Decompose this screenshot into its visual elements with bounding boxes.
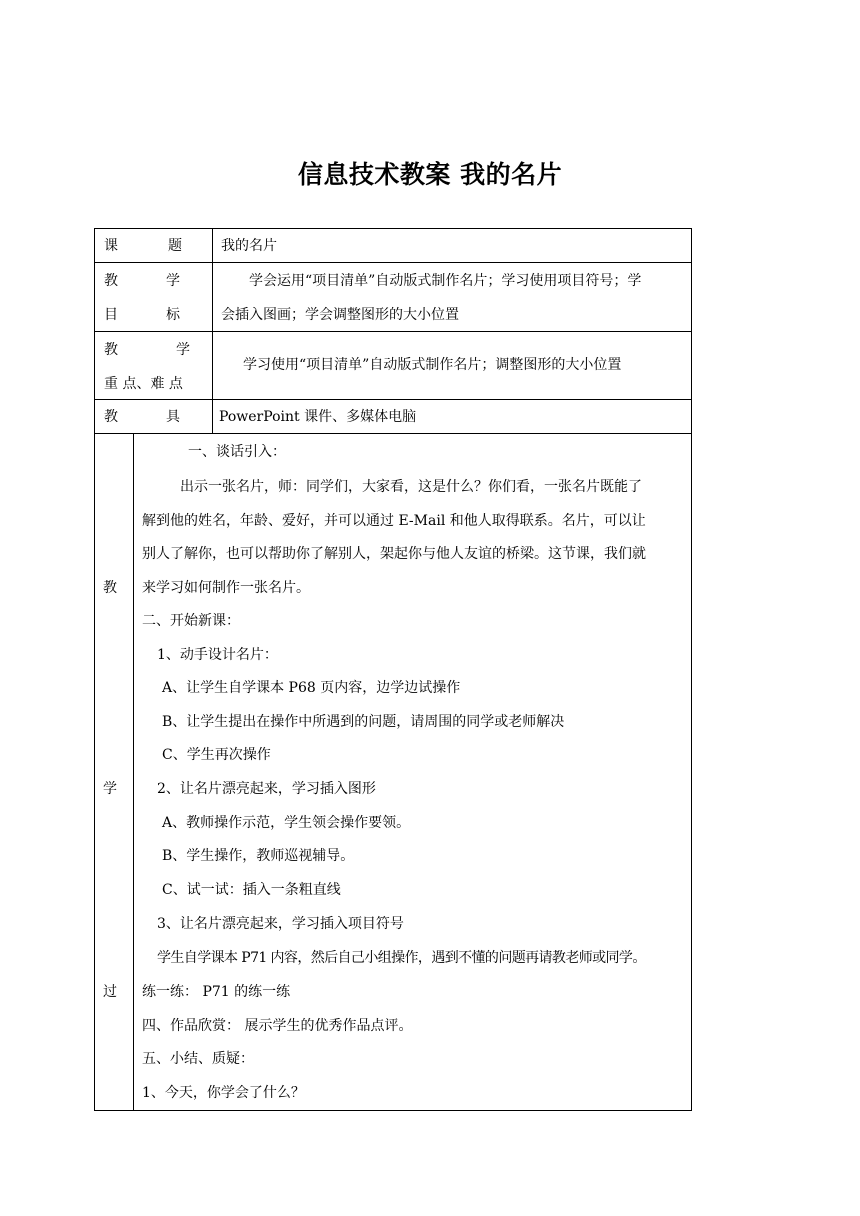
tools-label-part: 具 — [166, 409, 180, 425]
process-paragraph: A、让学生自学课本 P68 页内容，边学边试操作 — [162, 680, 461, 696]
key-points-value: 学习使用“项目清单”自动版式制作名片；调整图形的大小位置 — [243, 357, 622, 373]
goals-label — [104, 264, 180, 330]
goals-value-line: 会插入图画；学会调整图形的大小位置 — [221, 307, 459, 323]
key-points-label-part: 重 点、难 点 — [104, 376, 183, 392]
process-paragraph: 2、让名片漂亮起来，学习插入图形 — [157, 781, 376, 797]
process-label-char: 学 — [103, 781, 117, 797]
process-paragraph: 别人了解你，也可以帮助你了解别人，架起你与他人友谊的桥梁。这节课，我们就 — [142, 546, 646, 562]
process-paragraph: 1、今天，你学会了什么？ — [142, 1085, 305, 1101]
process-paragraph: C、学生再次操作 — [162, 747, 271, 763]
goals-label-part: 教 — [104, 273, 118, 289]
key-points-label-part: 学 — [176, 342, 190, 358]
table-border-right — [691, 228, 692, 1111]
process-paragraph: B、让学生提出在操作中所遇到的问题，请周围的同学或老师解决 — [162, 714, 565, 730]
process-paragraph: 四、作品欣赏： 展示学生的优秀作品点评。 — [142, 1018, 413, 1034]
goals-label-part: 目 — [104, 307, 118, 323]
process-paragraph: 一、谈话引入： — [188, 444, 286, 460]
tools-label — [104, 400, 180, 433]
process-paragraph: 来学习如何制作一张名片。 — [142, 580, 310, 596]
goals-value — [221, 264, 687, 330]
process-paragraph: 3、让名片漂亮起来，学习插入项目符号 — [157, 916, 404, 932]
key-points-label-part: 教 — [104, 342, 118, 358]
goals-label-part: 学 — [166, 273, 180, 289]
process-paragraph: 练一练： P71 的练一练 — [142, 984, 291, 1000]
column-divider — [133, 433, 134, 1111]
table-border-bottom — [94, 1110, 692, 1111]
process-paragraph: 二、开始新课： — [142, 613, 240, 629]
column-divider — [212, 228, 213, 434]
process-paragraph: 五、小结、质疑： — [142, 1051, 254, 1067]
process-paragraph: 出示一张名片，师：同学们，大家看，这是什么？你们看，一张名片既能了 — [180, 479, 642, 495]
process-paragraph: B、学生操作，教师巡视辅导。 — [162, 848, 355, 864]
goals-value-line: 学会运用“项目清单”自动版式制作名片；学习使用项目符号；学 — [249, 273, 642, 289]
process-paragraph: 解到他的姓名，年龄、爱好，并可以通过 E-Mail 和他人取得联系。名片，可以让 — [142, 513, 646, 529]
table-border-left — [94, 228, 95, 1111]
goals-label-part: 标 — [166, 307, 180, 323]
tools-label-part: 教 — [104, 409, 118, 425]
topic-value: 我的名片 — [221, 238, 277, 254]
document-title: 信息技术教案 我的名片 — [297, 160, 563, 189]
tools-value: PowerPoint 课件、多媒体电脑 — [219, 409, 417, 425]
process-paragraph: C、试一试：插入一条粗直线 — [162, 882, 341, 898]
process-label-char: 过 — [103, 984, 117, 1000]
process-paragraph: 学生自学课本 P71 内容，然后自己小组操作，遇到不懂的问题再请教老师或同学。 — [157, 950, 646, 966]
row-divider — [94, 262, 692, 263]
topic-label-part: 题 — [168, 238, 182, 254]
process-label-char: 教 — [103, 580, 117, 596]
key-points-label — [104, 333, 190, 399]
process-paragraph: 1、动手设计名片： — [157, 647, 278, 663]
topic-label — [104, 229, 182, 262]
topic-label-part: 课 — [104, 238, 118, 254]
row-divider — [94, 433, 692, 434]
process-paragraph: A、教师操作示范，学生领会操作要领。 — [162, 815, 411, 831]
